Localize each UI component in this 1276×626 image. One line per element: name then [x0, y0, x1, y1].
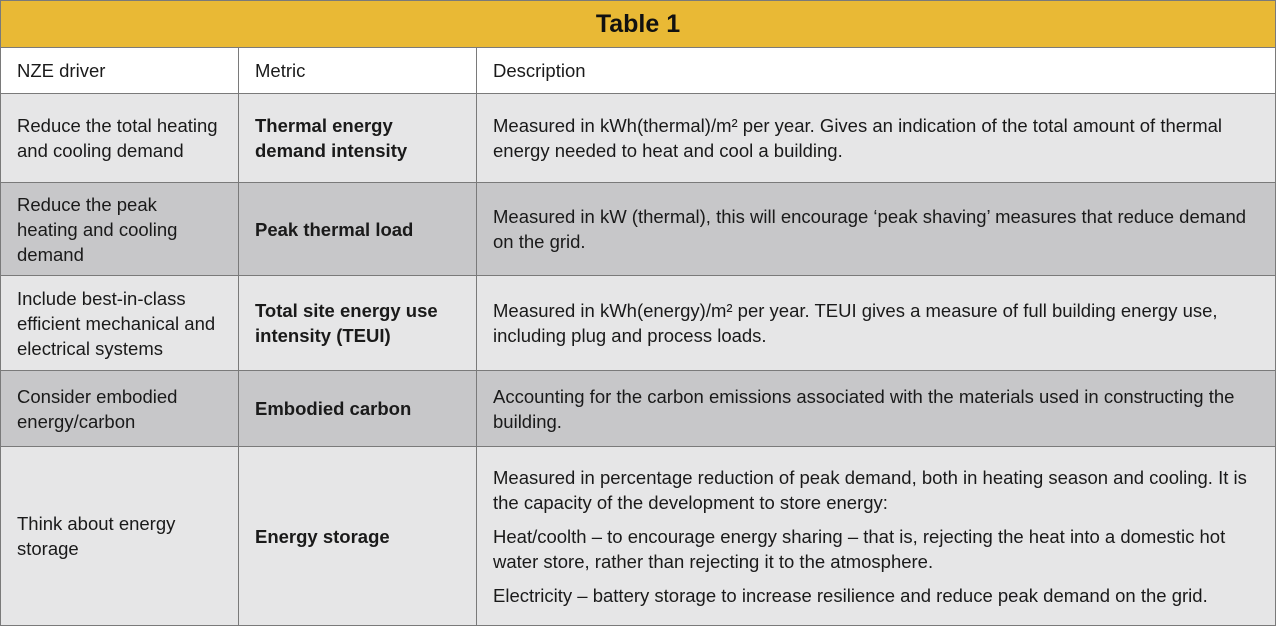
- description-paragraph: Measured in kWh(thermal)/m² per year. Gives an indication of the total amount of thermal energy needed to heat and cool a building.: [493, 115, 1223, 161]
- description-paragraph: Measured in percentage reduction of peak demand, both in heating season and cooling. It is the capacity of the development to store energy:: [493, 466, 1247, 513]
- header-description: Description: [493, 60, 586, 81]
- description-paragraph: Heat/coolth – to encourage energy sharing – that is, rejecting the heat into a domestic hot water store, rather than rejecting it to the atmosphere.: [493, 525, 1226, 572]
- metric-cell: Thermal energy demand intensity: [239, 94, 477, 182]
- description-paragraph: Electricity – battery storage to increase resilience and reduce peak demand on the grid.: [493, 584, 1208, 606]
- driver-cell: Consider embodied energy/carbon: [1, 371, 239, 446]
- description-paragraph: Measured in kWh(energy)/m² per year. TEUI gives a measure of full building energy use, including plug and process loads.: [493, 300, 1218, 346]
- table-row: [1, 276, 1275, 371]
- driver-cell: Include best-in-class efficient mechanical and electrical systems: [1, 276, 239, 370]
- description-cell: [477, 94, 1275, 182]
- table-row: [1, 183, 1275, 276]
- metric-cell: Peak thermal load: [239, 183, 477, 275]
- table-row: [1, 94, 1275, 183]
- description-cell: [477, 183, 1275, 275]
- metric-cell: Energy storage: [239, 447, 477, 625]
- metric-cell: Embodied carbon: [239, 371, 477, 446]
- table-row: [1, 447, 1275, 625]
- driver-cell: Reduce the total heating and cooling demand: [1, 94, 239, 182]
- header-metric: Metric: [239, 48, 477, 93]
- driver-cell: Reduce the peak heating and cooling demand: [1, 183, 239, 275]
- description-cell: [477, 276, 1275, 370]
- description-cell: [477, 447, 1275, 625]
- description-paragraph: Accounting for the carbon emissions associated with the materials used in constructing the building.: [493, 385, 1235, 432]
- metric-cell: Total site energy use intensity (TEUI): [239, 276, 477, 370]
- table-title: Table 1: [1, 1, 1275, 48]
- header-nze-driver: NZE driver: [1, 48, 239, 93]
- driver-cell: Think about energy storage: [1, 447, 239, 625]
- description-paragraph: Measured in kW (thermal), this will encourage ‘peak shaving’ measures that reduce demand on the grid.: [493, 206, 1247, 252]
- description-cell: [477, 371, 1275, 446]
- table-header-row: [1, 48, 1275, 94]
- table-row: [1, 371, 1275, 447]
